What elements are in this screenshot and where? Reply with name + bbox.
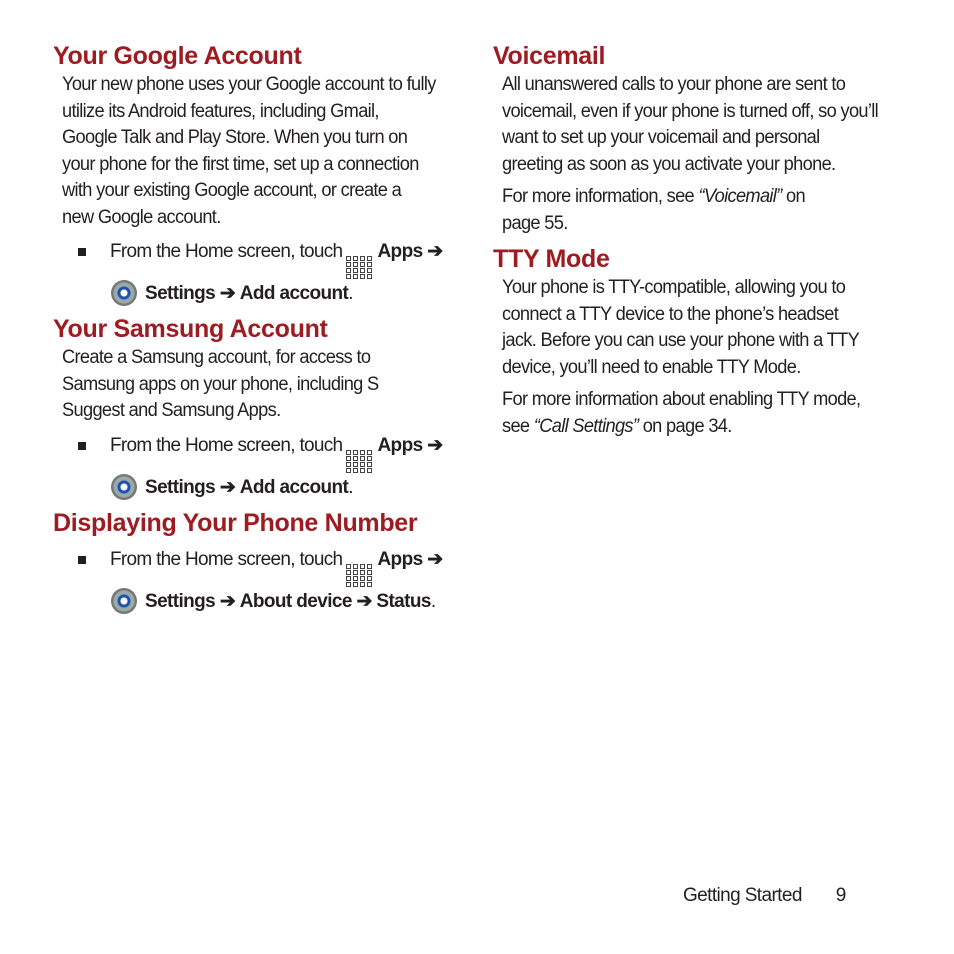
apps-icon <box>346 256 373 279</box>
tty-body: Your phone is TTY-compatible, allowing you to connect a TTY device to the phone’s headset jack. Before you can use your phone with a TTY device, you’ll need to enable TTY Mode. <box>502 277 859 378</box>
voicemail-link[interactable]: “Voicemail” <box>698 186 782 207</box>
right-column <box>493 40 893 446</box>
settings-gear-icon <box>111 474 137 500</box>
page-number: 9 <box>835 885 846 906</box>
samsung-account-step: From the Home screen, touch Apps ➔ Settings ➔ Add account. <box>110 431 453 503</box>
heading-voicemail: Voicemail <box>493 42 606 70</box>
google-account-body: Your new phone uses your Google account to fully utilize its Android features, including Gmail, Google Talk and Play Store. When you turn on your phone for the first time, set up a connection with your existing Google account, or create a new Google account. <box>62 74 436 228</box>
apps-icon <box>346 450 373 473</box>
phone-number-step: From the Home screen, touch Apps ➔ Settings ➔ About device ➔ Status. <box>110 545 453 617</box>
settings-gear-icon <box>111 588 137 614</box>
bullet-icon <box>78 248 86 256</box>
call-settings-link[interactable]: “Call Settings” <box>533 415 639 437</box>
voicemail-more-info: For more information, see “Voicemail” on page 55. <box>502 186 805 234</box>
left-column <box>53 40 453 621</box>
google-account-step: From the Home screen, touch Apps ➔ Settings ➔ Add account. <box>110 237 453 309</box>
voicemail-body: All unanswered calls to your phone are sent to voicemail, even if your phone is turned off, so you’ll want to set up your voicemail and personal greeting as soon as you activate your phone. <box>502 74 879 175</box>
heading-tty-mode: TTY Mode <box>493 245 610 273</box>
tty-more-info: For more information about enabling TTY mode, see “Call Settings” on page 34. <box>502 389 861 437</box>
bullet-icon <box>78 556 86 564</box>
heading-samsung-account: Your Samsung Account <box>53 315 328 343</box>
footer-section: Getting Started <box>683 885 802 906</box>
page-footer <box>683 885 846 907</box>
settings-gear-icon <box>111 280 137 306</box>
samsung-account-body: Create a Samsung account, for access to Samsung apps on your phone, including S Suggest and Samsung Apps. <box>62 347 379 421</box>
apps-icon <box>346 564 373 587</box>
bullet-icon <box>78 442 86 450</box>
heading-phone-number: Displaying Your Phone Number <box>53 508 418 537</box>
heading-google-account: Your Google Account <box>53 42 302 70</box>
